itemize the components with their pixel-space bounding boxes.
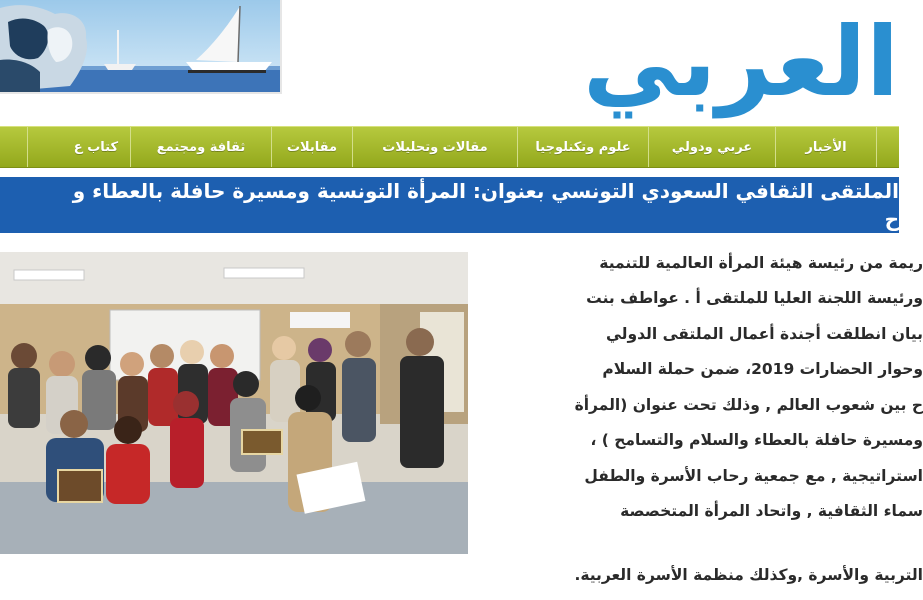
nav-item-articles-analysis[interactable]: مقالات وتحليلات <box>352 127 517 167</box>
nav-edge-stub <box>876 127 899 167</box>
sailboats-banner-illustration <box>0 0 280 92</box>
nav-item-science-technology[interactable]: علوم وتكنلوجيا <box>517 127 648 167</box>
article-line: التربية والأسرة ,وكذلك منظمة الأسرة العربية. <box>574 566 923 584</box>
site-header <box>0 0 899 126</box>
article-title <box>0 173 899 233</box>
site-logo[interactable]: العربي <box>582 6 899 118</box>
article-photo <box>0 252 468 554</box>
article-title-line-2: ح <box>0 205 899 233</box>
article-line: وحوار الحضارات 2019، ضمن حملة السلام <box>602 360 923 378</box>
article-line: ح بين شعوب العالم , وذلك تحت عنوان (المرأة <box>574 396 923 414</box>
nav-item-writers[interactable]: كتاب ع <box>27 127 130 167</box>
article-line: سماء الثقافية , واتحاد المرأة المتخصصة <box>620 502 923 520</box>
nav-item-culture-society[interactable]: ثقافة ومجتمع <box>130 127 271 167</box>
header-banner-image <box>0 0 282 94</box>
article-body <box>478 240 923 600</box>
main-navigation <box>0 126 899 168</box>
nav-item-news[interactable]: الأخبار <box>775 127 876 167</box>
article-line: ريمة من رئيسة هيئة المرأة العالمية للتنمية <box>599 254 923 272</box>
article-line: بيان انطلقت أجندة أعمال الملتقى الدولي <box>605 325 923 343</box>
article-title-line-1: الملتقى الثقافي السعودي التونسي بعنوان: المرأة التونسية ومسيرة حافلة بالعطاء و <box>0 177 899 205</box>
nav-item-arab-international[interactable]: عربي ودولي <box>648 127 775 167</box>
article-line: ورئيسة اللجنة العليا للملتقى أ . عواطف بنت <box>586 289 923 307</box>
article-line: استراتيجية , مع جمعية رحاب الأسرة والطفل <box>584 467 923 485</box>
group-photo-illustration <box>0 252 468 554</box>
nav-item-interviews[interactable]: مقابلات <box>271 127 352 167</box>
article-line: ومسيرة حافلة بالعطاء والسلام والتسامح ) ، <box>590 431 923 449</box>
